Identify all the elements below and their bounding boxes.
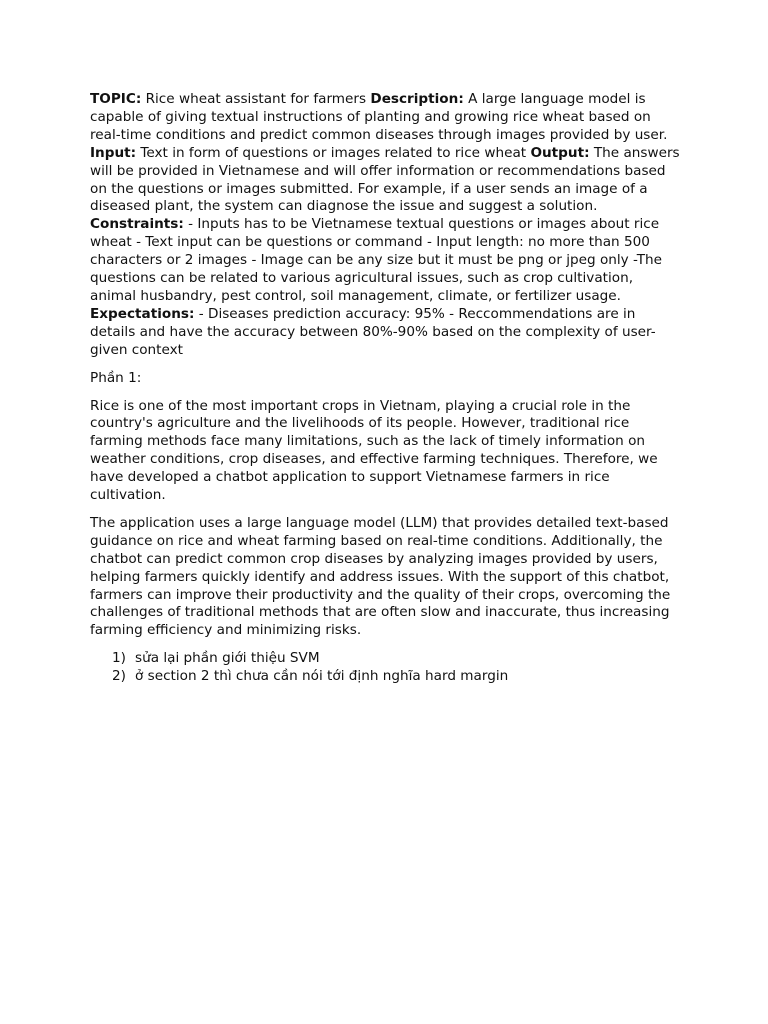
expectations-label: Expectations: xyxy=(90,305,195,322)
list-item-text: ở section 2 thì chưa cần nói tới định nghĩa hard margin xyxy=(135,668,509,685)
notes-list xyxy=(90,650,682,686)
constraints-text: - Inputs has to be Vietnamese textual questions or images about rice wheat - Text input can be questions or command - Input length: no more than 500 characters or 2 images - Image can be any size but it must be png or jpeg only -The questions can be related to various agricultural issues, such as crop cultivation, animal husbandry, pest control, soil management, climate, or fertilizer usage. xyxy=(90,216,662,304)
input-text: Text in form of questions or images related to rice wheat xyxy=(136,144,531,161)
topic-text: Rice wheat assistant for farmers xyxy=(141,91,371,107)
intro-paragraph: Rice is one of the most important crops in Vietnam, playing a crucial role in the country's agriculture and the livelihoods of its people. However, traditional rice farming methods face many limitations, such as the lack of timely information on weather conditions, crop diseases, and effective farming techniques. Therefore, we have developed a chatbot application to support Vietnamese farmers in rice cultivation. xyxy=(90,397,658,504)
description-text: A large language model is capable of giving textual instructions of planting and growing rice wheat based on real-time conditions and predict common diseases through images provided by user. xyxy=(90,91,668,143)
list-item-number: 1) xyxy=(112,650,126,667)
section-heading: Phần 1: xyxy=(90,369,142,386)
output-label: Output: xyxy=(530,144,590,161)
expectations-text: - Diseases prediction accuracy: 95% - Reccommendations are in details and have the accuracy between 80%-90% based on the complexity of user-given context xyxy=(90,305,656,358)
constraints-label: Constraints: xyxy=(90,216,184,233)
description-label: Description: xyxy=(370,91,464,107)
input-label: Input: xyxy=(90,144,137,161)
topic-paragraph xyxy=(90,91,682,360)
list-item xyxy=(90,668,682,686)
topic-label: TOPIC: xyxy=(90,91,142,107)
application-paragraph: The application uses a large language model (LLM) that provides detailed text-based guidance on rice and wheat farming based on real-time conditions. Additionally, the chatbot can predict common crop diseases by analyzing images provided by users, helping farmers quickly identify and address issues. With the support of this chatbot, farmers can improve their productivity and the quality of their crops, overcoming the challenges of traditional methods that are often slow and inaccurate, thus increasing farming efficiency and minimizing risks. xyxy=(90,514,671,639)
list-item-text: sửa lại phần giới thiệu SVM xyxy=(135,650,320,667)
list-item-number: 2) xyxy=(112,668,126,685)
document-page xyxy=(90,91,682,686)
list-item xyxy=(90,650,682,668)
output-text: The answers will be provided in Vietnamese and will offer information or recommendations based on the questions or images submitted. For example, if a user sends an image of a diseased plant, the system can diagnose the issue and suggest a solution. xyxy=(90,144,680,215)
